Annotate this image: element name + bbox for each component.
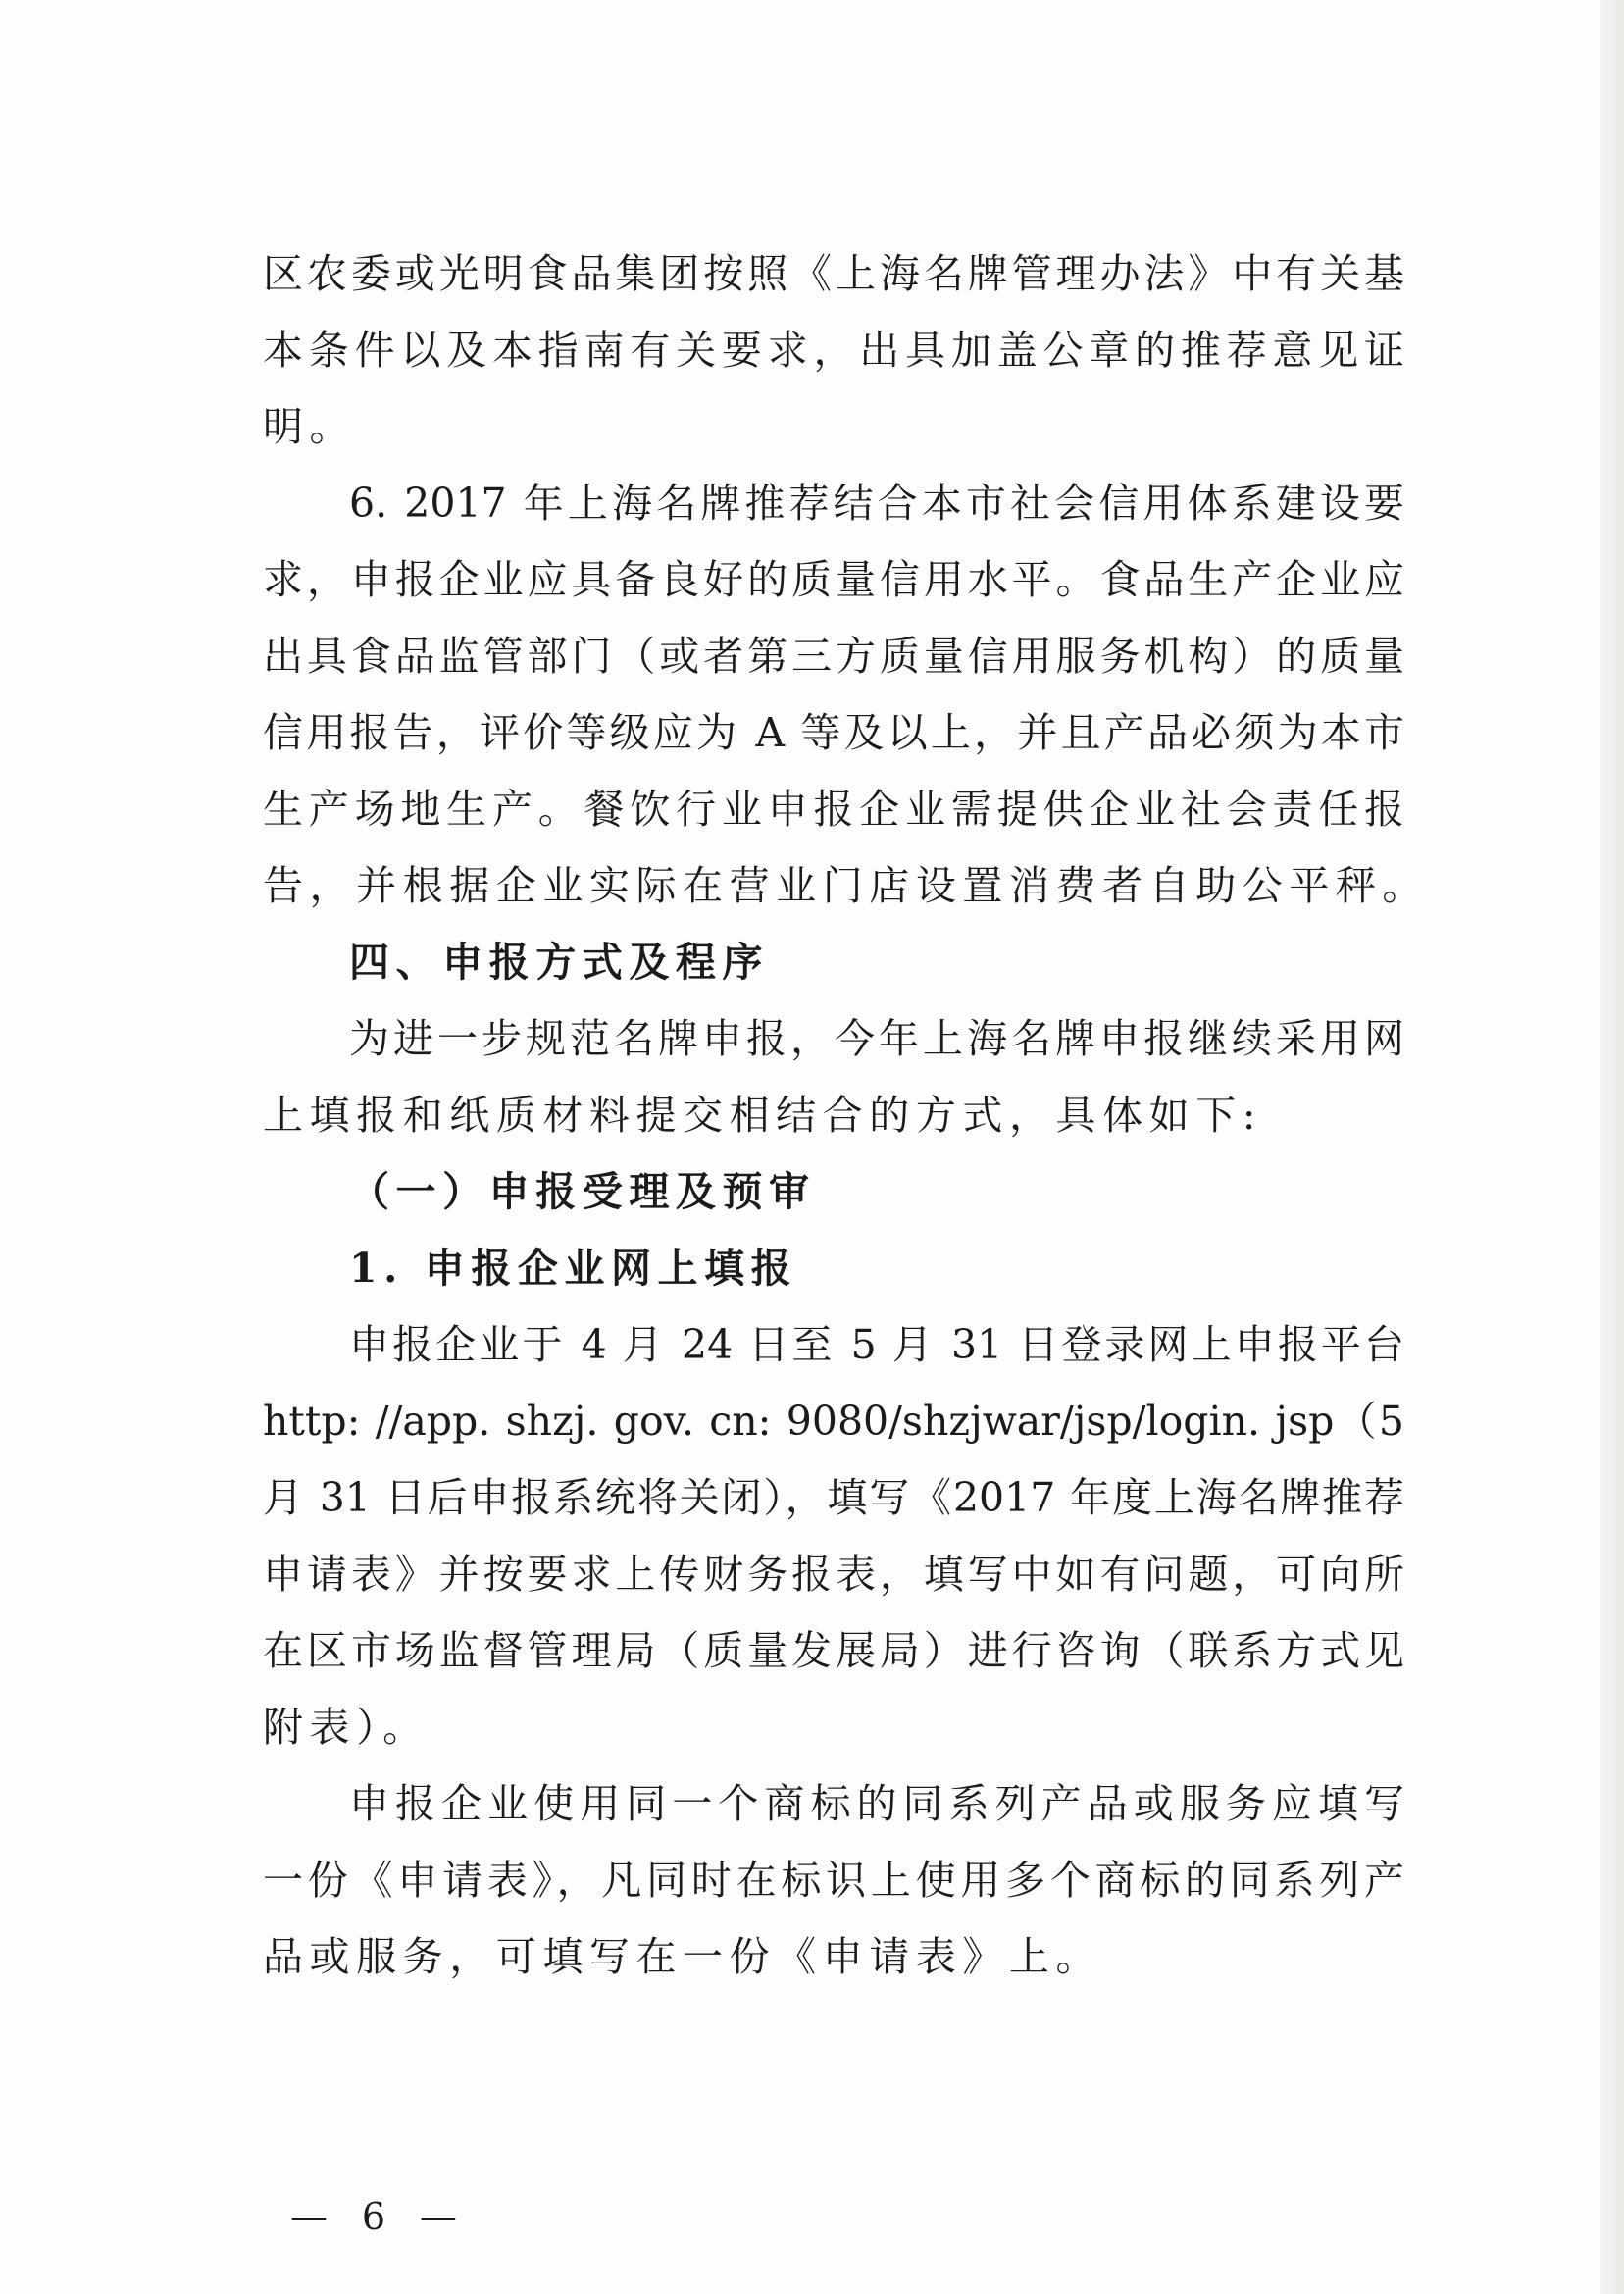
page-number: — 6 — [290,2195,469,2238]
text-line: 品或服务，可填写在一份《申请表》上。 [263,1933,1103,1980]
section-heading-4: 四、申报方式及程序 [349,939,770,986]
subsection-heading-1: （一）申报受理及预审 [349,1168,816,1215]
text-line: 本条件以及本指南有关要求，出具加盖公章的推荐意见证 [263,327,1404,374]
text-line: 在区市场监督管理局（质量发展局）进行咨询（联系方式见 [263,1627,1404,1674]
text-line: 上填报和纸质材料提交相结合的方式，具体如下: [263,1092,1263,1139]
text-line-url: http: //app. shzj. gov. cn: 9080/shzjwar/jsp/login. jsp（5 [263,1398,1404,1445]
paragraph-trademark [263,1765,1404,1995]
paragraph-online-filing [263,1306,1404,1765]
text-line: 附表）。 [263,1704,430,1751]
paragraph-method-intro [263,1000,1404,1153]
document-body [263,235,1429,1995]
text-line: 生产场地生产。餐饮行业申报企业需提供企业社会责任报 [263,786,1404,833]
text-line: 求，申报企业应具备良好的质量信用水平。食品生产企业应 [263,556,1404,603]
text-line: 申请表》并按要求上传财务报表，填写中如有问题，可向所 [263,1551,1404,1598]
text-line: 信用报告，评价等级应为 A 等及以上，并且产品必须为本市 [263,709,1404,756]
text-line: 月 31 日后申报系统将关闭），填写《2017 年度上海名牌推荐 [263,1474,1404,1521]
item-heading-online-filing: 1. 申报企业网上填报 [349,1245,798,1292]
scan-edge [1600,0,1624,2294]
text-line: 告，并根据企业实际在营业门店设置消费者自助公平秤。 [263,862,1429,909]
text-line: 明。 [263,403,357,450]
text-line: 一份《申请表》，凡同时在标识上使用多个商标的同系列产 [263,1857,1404,1904]
text-line: 为进一步规范名牌申报，今年上海名牌申报继续采用网 [349,1015,1404,1062]
text-line: 出具食品监管部门（或者第三方质量信用服务机构）的质量 [263,633,1404,680]
text-line: 申报企业于 4 月 24 日至 5 月 31 日登录网上申报平台 [349,1321,1404,1368]
text-line: 6. 2017 年上海名牌推荐结合本市社会信用体系建设要 [349,480,1404,527]
text-line: 申报企业使用同一个商标的同系列产品或服务应填写 [349,1780,1404,1827]
paragraph-item-6-credit [263,465,1429,924]
text-line: 区农委或光明食品集团按照《上海名牌管理办法》中有关基 [263,250,1404,297]
paragraph-continued-recommendation [263,235,1404,465]
